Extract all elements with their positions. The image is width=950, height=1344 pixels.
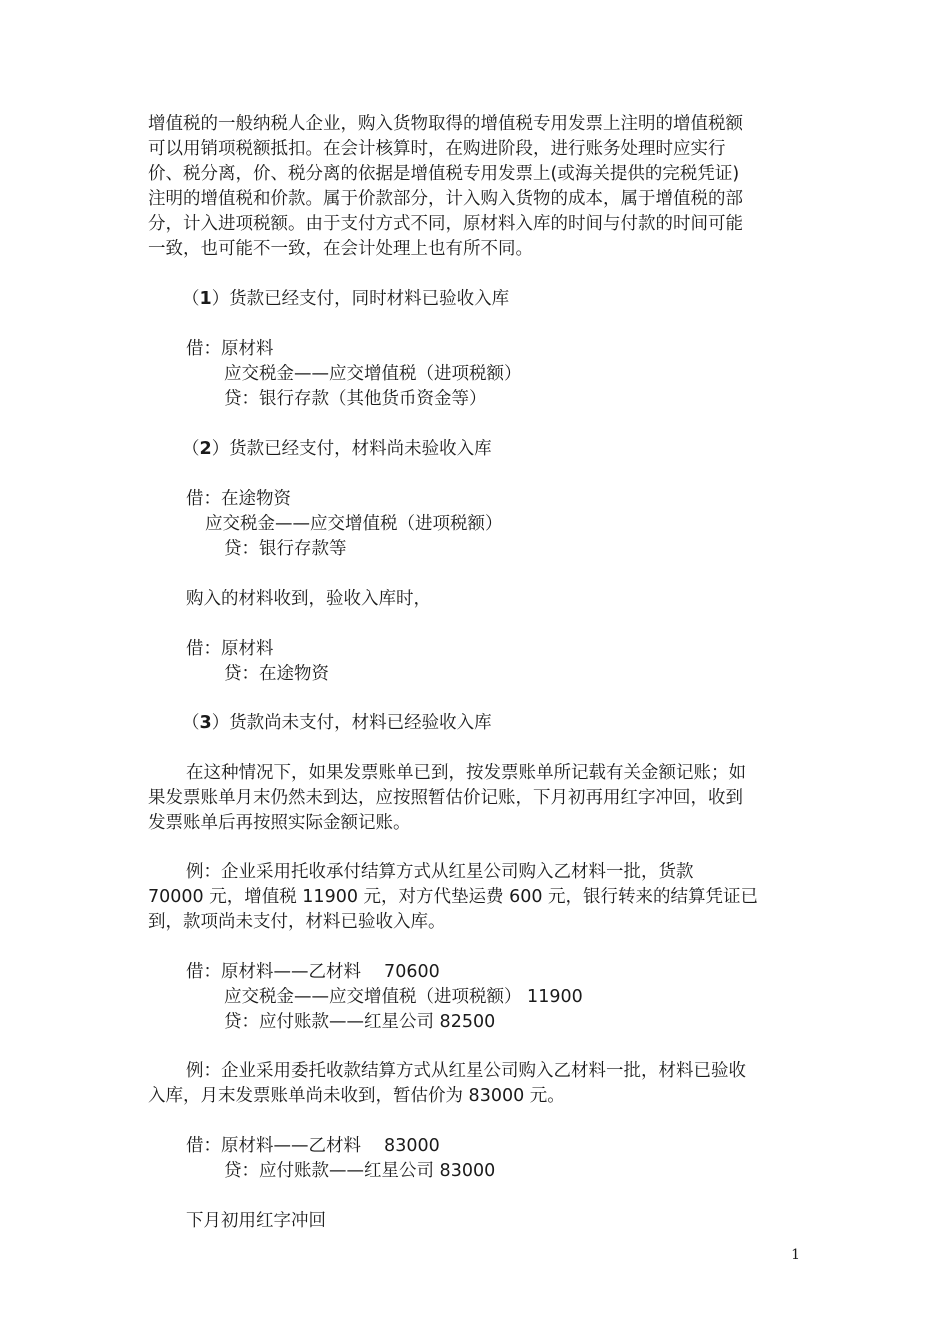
case-heading-text: ）货款尚未支付，材料已经验收入库 (211, 713, 492, 733)
example-line: 例：企业采用委托收款结算方式从红星公司购入乙材料一批，材料已验收 (186, 1061, 746, 1081)
explain-line: 在这种情况下，如果发票账单已到，按发票账单所记载有关金额记账；如 (186, 763, 746, 783)
example-line: 例：企业采用托收承付结算方式从红星公司购入乙材料一批，货款 (186, 862, 694, 882)
journal-debit-line: 应交税金——应交增值税（进项税额） 11900 (224, 987, 583, 1007)
case-number: 1 (199, 289, 212, 309)
case-heading-text: ）货款已经支付，同时材料已验收入库 (211, 289, 510, 309)
journal-debit-line: 借：在途物资 (186, 489, 291, 509)
case-heading-2 (182, 437, 492, 461)
case-number: 2 (199, 439, 212, 459)
arrival-text: 购入的材料收到，验收入库时， (186, 589, 431, 609)
journal-credit-line: 贷：应付账款——红星公司 82500 (224, 1012, 496, 1032)
case-heading-open: （ (182, 713, 200, 733)
journal-debit-line: 应交税金——应交增值税（进项税额） (224, 364, 522, 384)
explain-line: 果发票账单月末仍然未到达，应按照暂估价记账，下月初再用红字冲回，收到 (148, 788, 743, 808)
intro-line: 增值税的一般纳税人企业，购入货物取得的增值税专用发票上注明的增值税额 (148, 114, 743, 134)
intro-line: 可以用销项税额抵扣。在会计核算时，在购进阶段，进行账务处理时应实行 (148, 139, 726, 159)
journal-debit-line: 借：原材料——乙材料 83000 (186, 1136, 440, 1156)
journal-credit-line: 贷：应付账款——红星公司 83000 (224, 1161, 496, 1181)
example-line: 到，款项尚未支付，材料已验收入库。 (148, 912, 446, 932)
intro-line: 一致，也可能不一致，在会计处理上也有所不同。 (148, 239, 533, 259)
journal-credit-line: 贷：银行存款等 (224, 539, 347, 559)
journal-debit-line: 应交税金——应交增值税（进项税额） (205, 514, 503, 534)
case-number: 3 (199, 713, 212, 733)
page-number: 1 (791, 1247, 800, 1263)
journal-credit-line: 贷：银行存款（其他货币资金等） (224, 389, 487, 409)
case-heading-open: （ (182, 289, 200, 309)
explain-line: 发票账单后再按照实际金额记账。 (148, 813, 411, 833)
case-heading-3 (182, 711, 492, 735)
example-line: 入库，月末发票账单尚未收到，暂估价为 83000 元。 (148, 1086, 565, 1106)
intro-line: 分，计入进项税额。由于支付方式不同，原材料入库的时间与付款的时间可能 (148, 214, 743, 234)
intro-line: 价、税分离，价、税分离的依据是增值税专用发票上(或海关提供的完税凭证) (148, 164, 740, 184)
intro-line: 注明的增值税和价款。属于价款部分，计入购入货物的成本，属于增值税的部 (148, 189, 743, 209)
case-heading-text: ）货款已经支付，材料尚未验收入库 (211, 439, 492, 459)
example-line: 70000 元，增值税 11900 元，对方代垫运费 600 元，银行转来的结算凭证已 (148, 887, 759, 907)
journal-debit-line: 借：原材料 (186, 339, 274, 359)
case-heading-open: （ (182, 439, 200, 459)
reversal-text: 下月初用红字冲回 (186, 1211, 326, 1231)
journal-debit-line: 借：原材料 (186, 639, 274, 659)
journal-debit-line: 借：原材料——乙材料 70600 (186, 962, 440, 982)
journal-credit-line: 贷：在途物资 (224, 664, 329, 684)
case-heading-1 (182, 287, 509, 311)
